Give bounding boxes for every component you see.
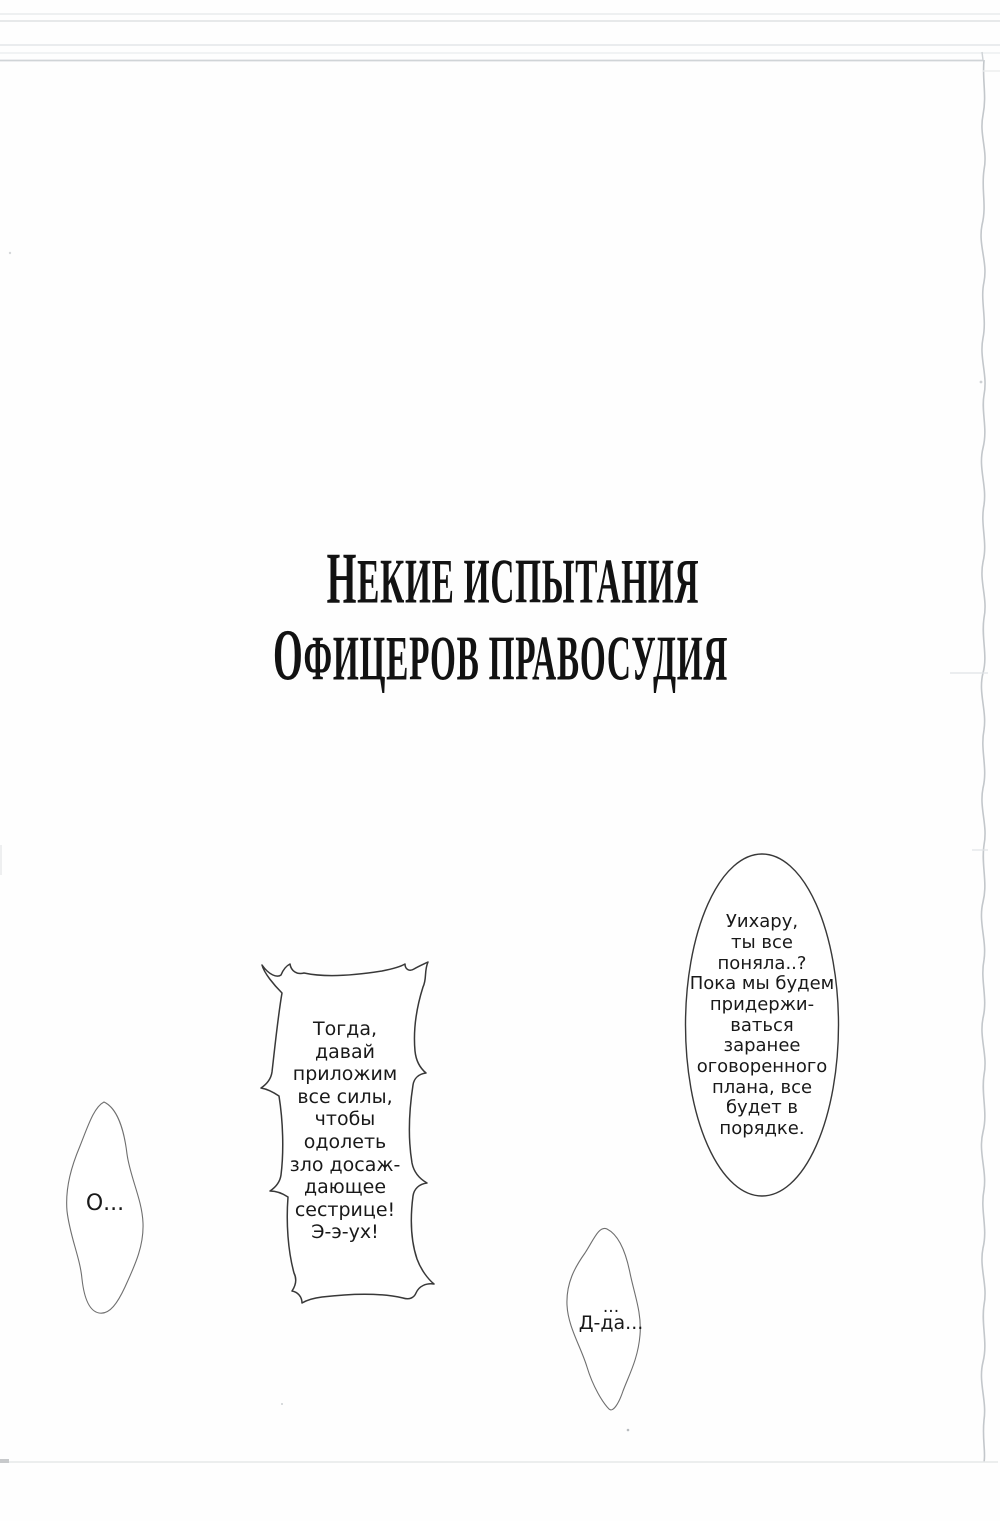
speech-line: будет в: [725, 1097, 799, 1119]
speech-line: все силы,: [297, 1085, 393, 1108]
speech-bubble-ellipse-text: [687, 908, 837, 1144]
speech-line: придержи-: [709, 993, 815, 1015]
bottom-left-edge-mark: [0, 1459, 9, 1463]
dust-speck: [9, 252, 11, 254]
speech-line: одолеть: [303, 1131, 387, 1153]
speech-line: ваться: [730, 1014, 794, 1036]
speech-line: ты все: [731, 931, 793, 953]
scan-artifact-line: [0, 13, 1000, 15]
speech-line: приложим: [292, 1063, 398, 1086]
speech-line: Уихару,: [725, 911, 799, 933]
speech-line: дающее: [303, 1176, 387, 1199]
chapter-title-line-1: НЕКИЕ ИСПЫТАНИЯ: [326, 538, 700, 620]
speech-line: Пока мы будем: [689, 973, 835, 995]
dust-speck: [627, 1429, 630, 1432]
speech-line: чтобы: [314, 1108, 376, 1131]
speech-line: Тогда,: [312, 1018, 378, 1041]
speech-line: давай: [315, 1040, 375, 1063]
dust-speck: [281, 1403, 283, 1405]
speech-line: поняла..?: [717, 952, 807, 974]
scan-artifact-line: [0, 52, 1000, 54]
speech-line: зло досаж-: [289, 1153, 401, 1176]
speech-line: О...: [85, 1191, 125, 1216]
thought-blob-bottom-text: [565, 1290, 657, 1342]
dust-speck: [980, 381, 983, 384]
chapter-title-line-2: ОФИЦЕРОВ ПРАВОСУДИЯ: [273, 615, 729, 697]
speech-line: заранее: [723, 1035, 801, 1057]
speech-line: порядке.: [719, 1118, 805, 1140]
scan-artifact-line: [0, 20, 1000, 22]
speech-line: Э-э-ух!: [311, 1221, 379, 1244]
speech-line: Д-да...: [578, 1311, 644, 1334]
thought-blob-left-text: [59, 1188, 151, 1220]
scan-artifact-line: [0, 44, 1000, 46]
speech-line: сестрице!: [294, 1198, 396, 1221]
speech-line: плана, все: [711, 1076, 813, 1098]
speech-line: ...: [602, 1296, 620, 1317]
speech-line: оговоренного: [696, 1056, 828, 1078]
speech-bubble-burst-text: [265, 1016, 425, 1246]
torn-right-edge: [981, 60, 985, 1462]
